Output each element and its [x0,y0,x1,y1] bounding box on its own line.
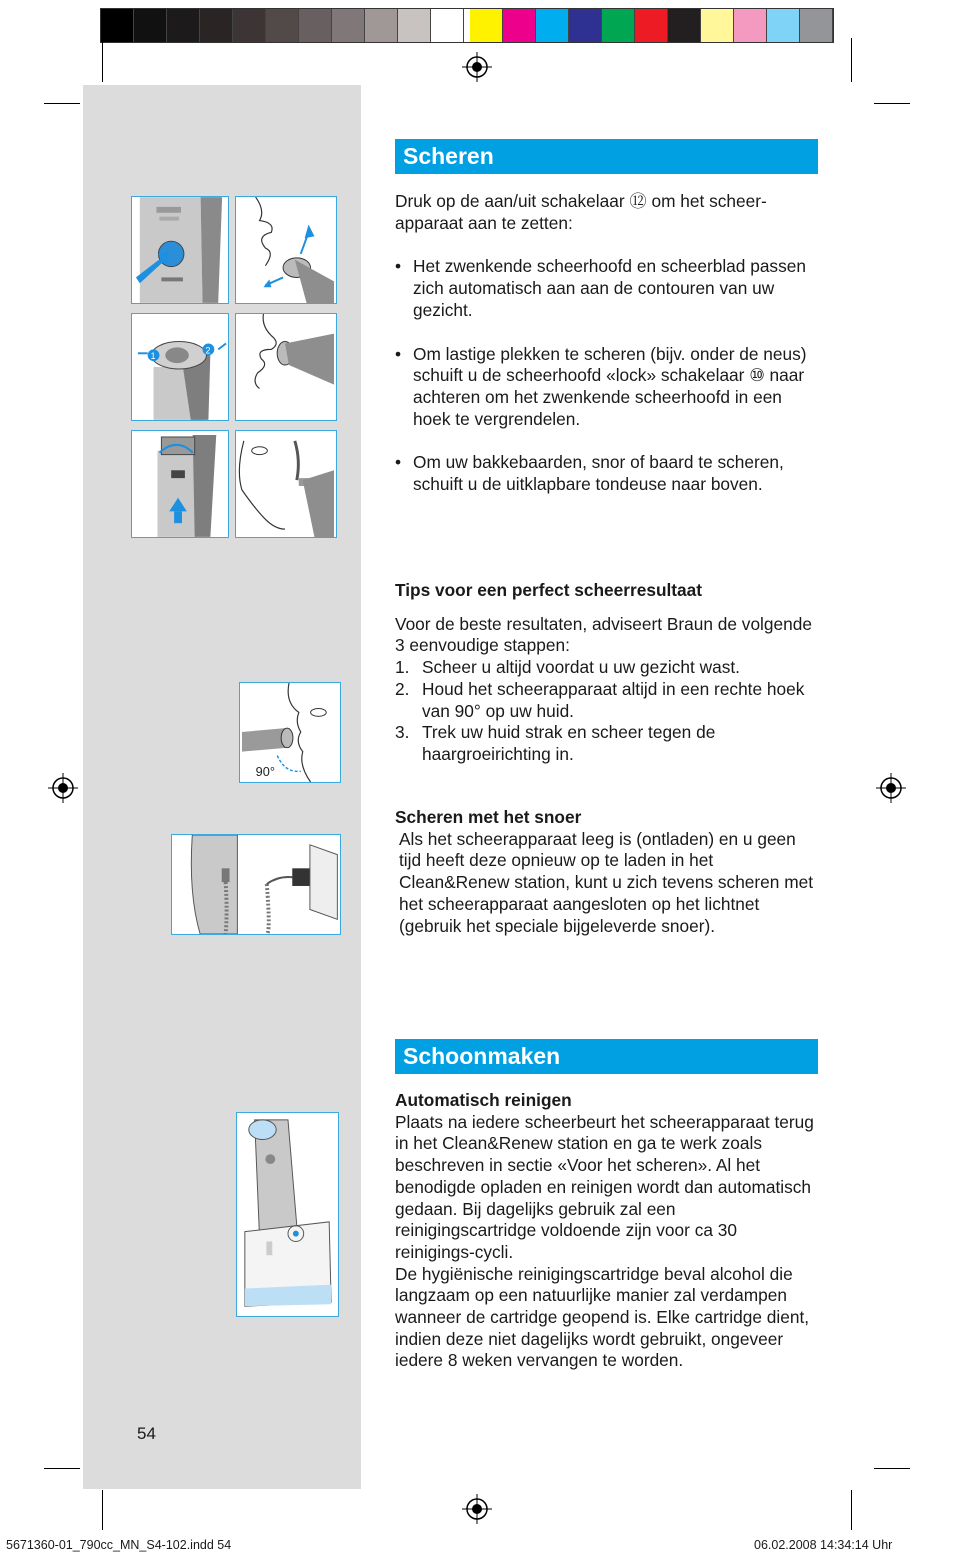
schoonmaken-heading: Automatisch reinigen [395,1090,572,1110]
color-swatch [734,9,767,42]
step-2-label: 2 [205,345,211,356]
section-title-scheren: Scheren [395,139,818,174]
gray-swatch [431,9,464,42]
gray-swatch [365,9,398,42]
figure-pivoting-head [235,196,337,304]
color-swatch [767,9,800,42]
step-text: Houd het scheerapparaat altijd in een rechte hoek van 90° op uw huid. [422,678,805,721]
color-swatch [536,9,569,42]
crop-mark [44,103,80,104]
registration-mark-icon [48,773,78,803]
color-swatch [668,9,701,42]
step-number: 2. [395,678,410,699]
snoer-body: Als het scheerapparaat leeg is (ontladen) en u geen tijd heeft deze opnieuw op te laden in het Clean&Renew station, kunt u zich tevens scheren met het scheerapparaat aangesloten op het lichtnet (gebruik het speciale bijgeleverde snoer). [399,828,814,936]
bullet-text: Om lastige plekken te scheren (bijv. onder de neus) schuift u de scheerhoofd «lock» schakelaar ⑩ naar achteren om het zwenkende scheerhoofd in een hoek te vergrendelen. [413,343,807,429]
figure-power-button [131,196,229,304]
section-title-schoonmaken: Schoonmaken [395,1039,818,1074]
snoer-heading: Scheren met het snoer [395,807,582,827]
figure-trimmer-up [131,430,229,538]
color-swatch [569,9,602,42]
list-item: • Om uw bakkebaarden, snor of baard te scheren, schuift u de uitklapbare tondeuse naar boven. [395,452,820,495]
figure-power-cord [171,834,341,935]
color-calibration-bar [100,8,834,43]
list-item: • Om lastige plekken te scheren (bijv. onder de neus) schuift u de scheerhoofd «lock» schakelaar ⑩ naar achteren om het zwenkende scheerhoofd in een hoek te vergrendelen. [395,344,820,431]
tips-section [395,580,820,766]
gray-swatch [332,9,365,42]
gray-swatch [398,9,431,42]
schoonmaken-body: Plaats na iedere scheerbeurt het scheerapparaat terug in het Clean&Renew station en ga te werk zoals beschreven in sectie «Voor het scheren». Al het benodigde opladen en reinigen wordt dan automatisch gedaan. Bij dagelijks gebruik zal een reinigingscartridge voldoende zijn voor ca 30 reinigings-cycli. [395,1111,814,1262]
snoer-section [395,807,820,937]
crop-mark [44,1468,80,1469]
page-number: 54 [137,1424,156,1443]
schoonmaken-body-2: De hygiënische reinigingscartridge beval alcohol die langzaam op een natuurlijke manier zal verdampen wanneer de cartridge geopend is. Elke cartridge dient, indien deze niet dagelijks wordt gebruikt, ongeveer iedere 8 weken vervangen te worden. [395,1263,810,1371]
step-number: 1. [395,657,410,678]
crop-mark [874,1468,910,1469]
tips-heading: Tips voor een perfect scheerresultaat [395,580,703,600]
color-swatch [635,9,668,42]
step-text: Trek uw huid strak en scheer tegen de haargroeirichting in. [422,722,716,764]
crop-mark [851,1490,852,1530]
color-swatch [503,9,536,42]
figure-under-nose [235,313,337,421]
figure-90-degree-angle [239,682,341,783]
bullet-text: Het zwenkende scheerhoofd en scheerblad passen zich automatisch aan aan de contouren van uw gezicht. [413,256,806,320]
gray-swatch [233,9,266,42]
crop-mark [874,103,910,104]
gray-swatch [299,9,332,42]
list-item: • Het zwenkende scheerhoofd en scheerblad passen zich automatisch aan aan de contouren van uw gezicht. [395,256,820,321]
gray-swatch [200,9,233,42]
footer-timestamp: 06.02.2008 14:34:14 Uhr [754,1538,893,1552]
step-1-label: 1 [150,351,156,362]
gray-swatch [266,9,299,42]
color-swatch [701,9,734,42]
list-item [395,679,820,722]
list-item [395,722,820,765]
figure-clean-renew-station [236,1112,339,1317]
scheren-text [395,191,820,496]
step-number: 3. [395,722,410,743]
registration-mark-icon [462,1494,492,1524]
crop-mark [102,38,103,82]
angle-label: 90° [255,764,275,780]
color-swatch [602,9,635,42]
registration-mark-icon [876,773,906,803]
color-swatch [800,9,833,42]
list-item [395,657,820,679]
crop-mark [102,1490,103,1530]
color-swatch [470,9,503,42]
gray-swatch [134,9,167,42]
gray-swatch [167,9,200,42]
schoonmaken-text [395,1090,820,1372]
bullet-text: Om uw bakkebaarden, snor of baard te scheren, schuift u de uitklapbare tondeuse naar boven. [413,452,784,495]
figure-lock-switch [131,313,229,421]
crop-mark [851,38,852,82]
figure-sideburns [235,430,337,538]
scheren-intro: Druk op de aan/uit schakelaar ⑫ om het scheer-apparaat aan te zetten: [395,191,767,233]
gray-swatch [101,9,134,42]
step-text: Scheer u altijd voordat u uw gezicht wast. [422,657,740,678]
registration-mark-icon [462,52,492,82]
footer-file-info: 5671360-01_790cc_MN_S4-102.indd 54 [6,1538,232,1552]
tips-intro: Voor de beste resultaten, adviseert Braun de volgende 3 eenvoudige stappen: [395,613,812,656]
